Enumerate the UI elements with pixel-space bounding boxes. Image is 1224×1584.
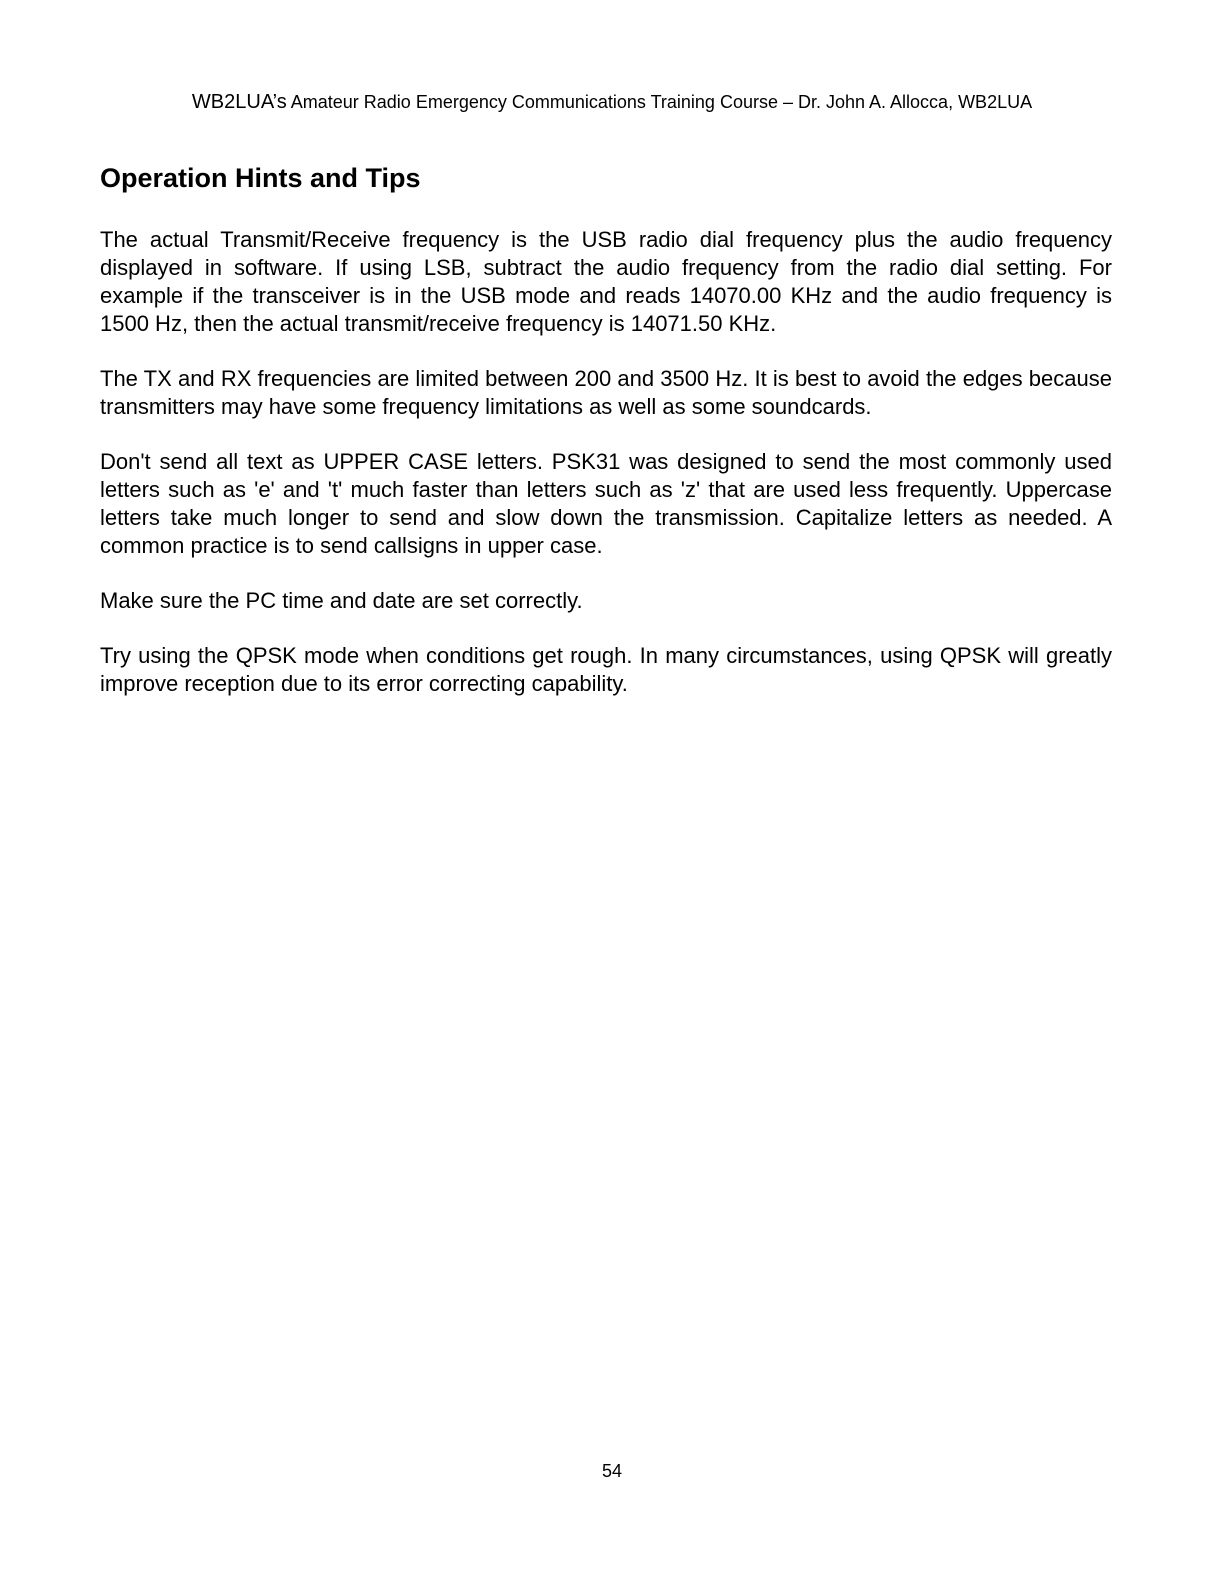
running-header xyxy=(0,90,1224,114)
section-title: Operation Hints and Tips xyxy=(100,163,421,193)
paragraph-qpsk: Try using the QPSK mode when conditions get rough. In many circumstances, using QPSK will greatly improve reception due to its error correcting capability. xyxy=(100,643,1112,696)
running-header-text: Amateur Radio Emergency Communications Training Course – Dr. John A. Allocca, WB2LUA xyxy=(286,92,1033,112)
paragraph-pc-time: Make sure the PC time and date are set correctly. xyxy=(100,588,583,613)
main-content xyxy=(100,161,1112,725)
paragraph-upper-case: Don't send all text as UPPER CASE letters. PSK31 was designed to send the most commonly used letters such as 'e' and 't' much faster than letters such as 'z' that are used less frequently. Uppercase letters take much longer to send and slow down the transmission. Capitalize letters as needed. A common practice is to send callsigns in upper case. xyxy=(100,449,1112,558)
page-number: 54 xyxy=(601,1461,623,1481)
paragraph-tx-rx-limits: The TX and RX frequencies are limited between 200 and 3500 Hz. It is best to avoid the edges because transmitters may have some frequency limitations as well as some soundcards. xyxy=(100,366,1112,419)
running-header-lead: WB2LUA’s xyxy=(191,91,287,113)
paragraph-frequency: The actual Transmit/Receive frequency is the USB radio dial frequency plus the audio frequency displayed in software. If using LSB, subtract the audio frequency from the radio dial setting. For example if the transceiver is in the USB mode and reads 14070.00 KHz and the audio frequency is 1500 Hz, then the actual transmit/receive frequency is 14071.50 KHz. xyxy=(100,227,1112,336)
